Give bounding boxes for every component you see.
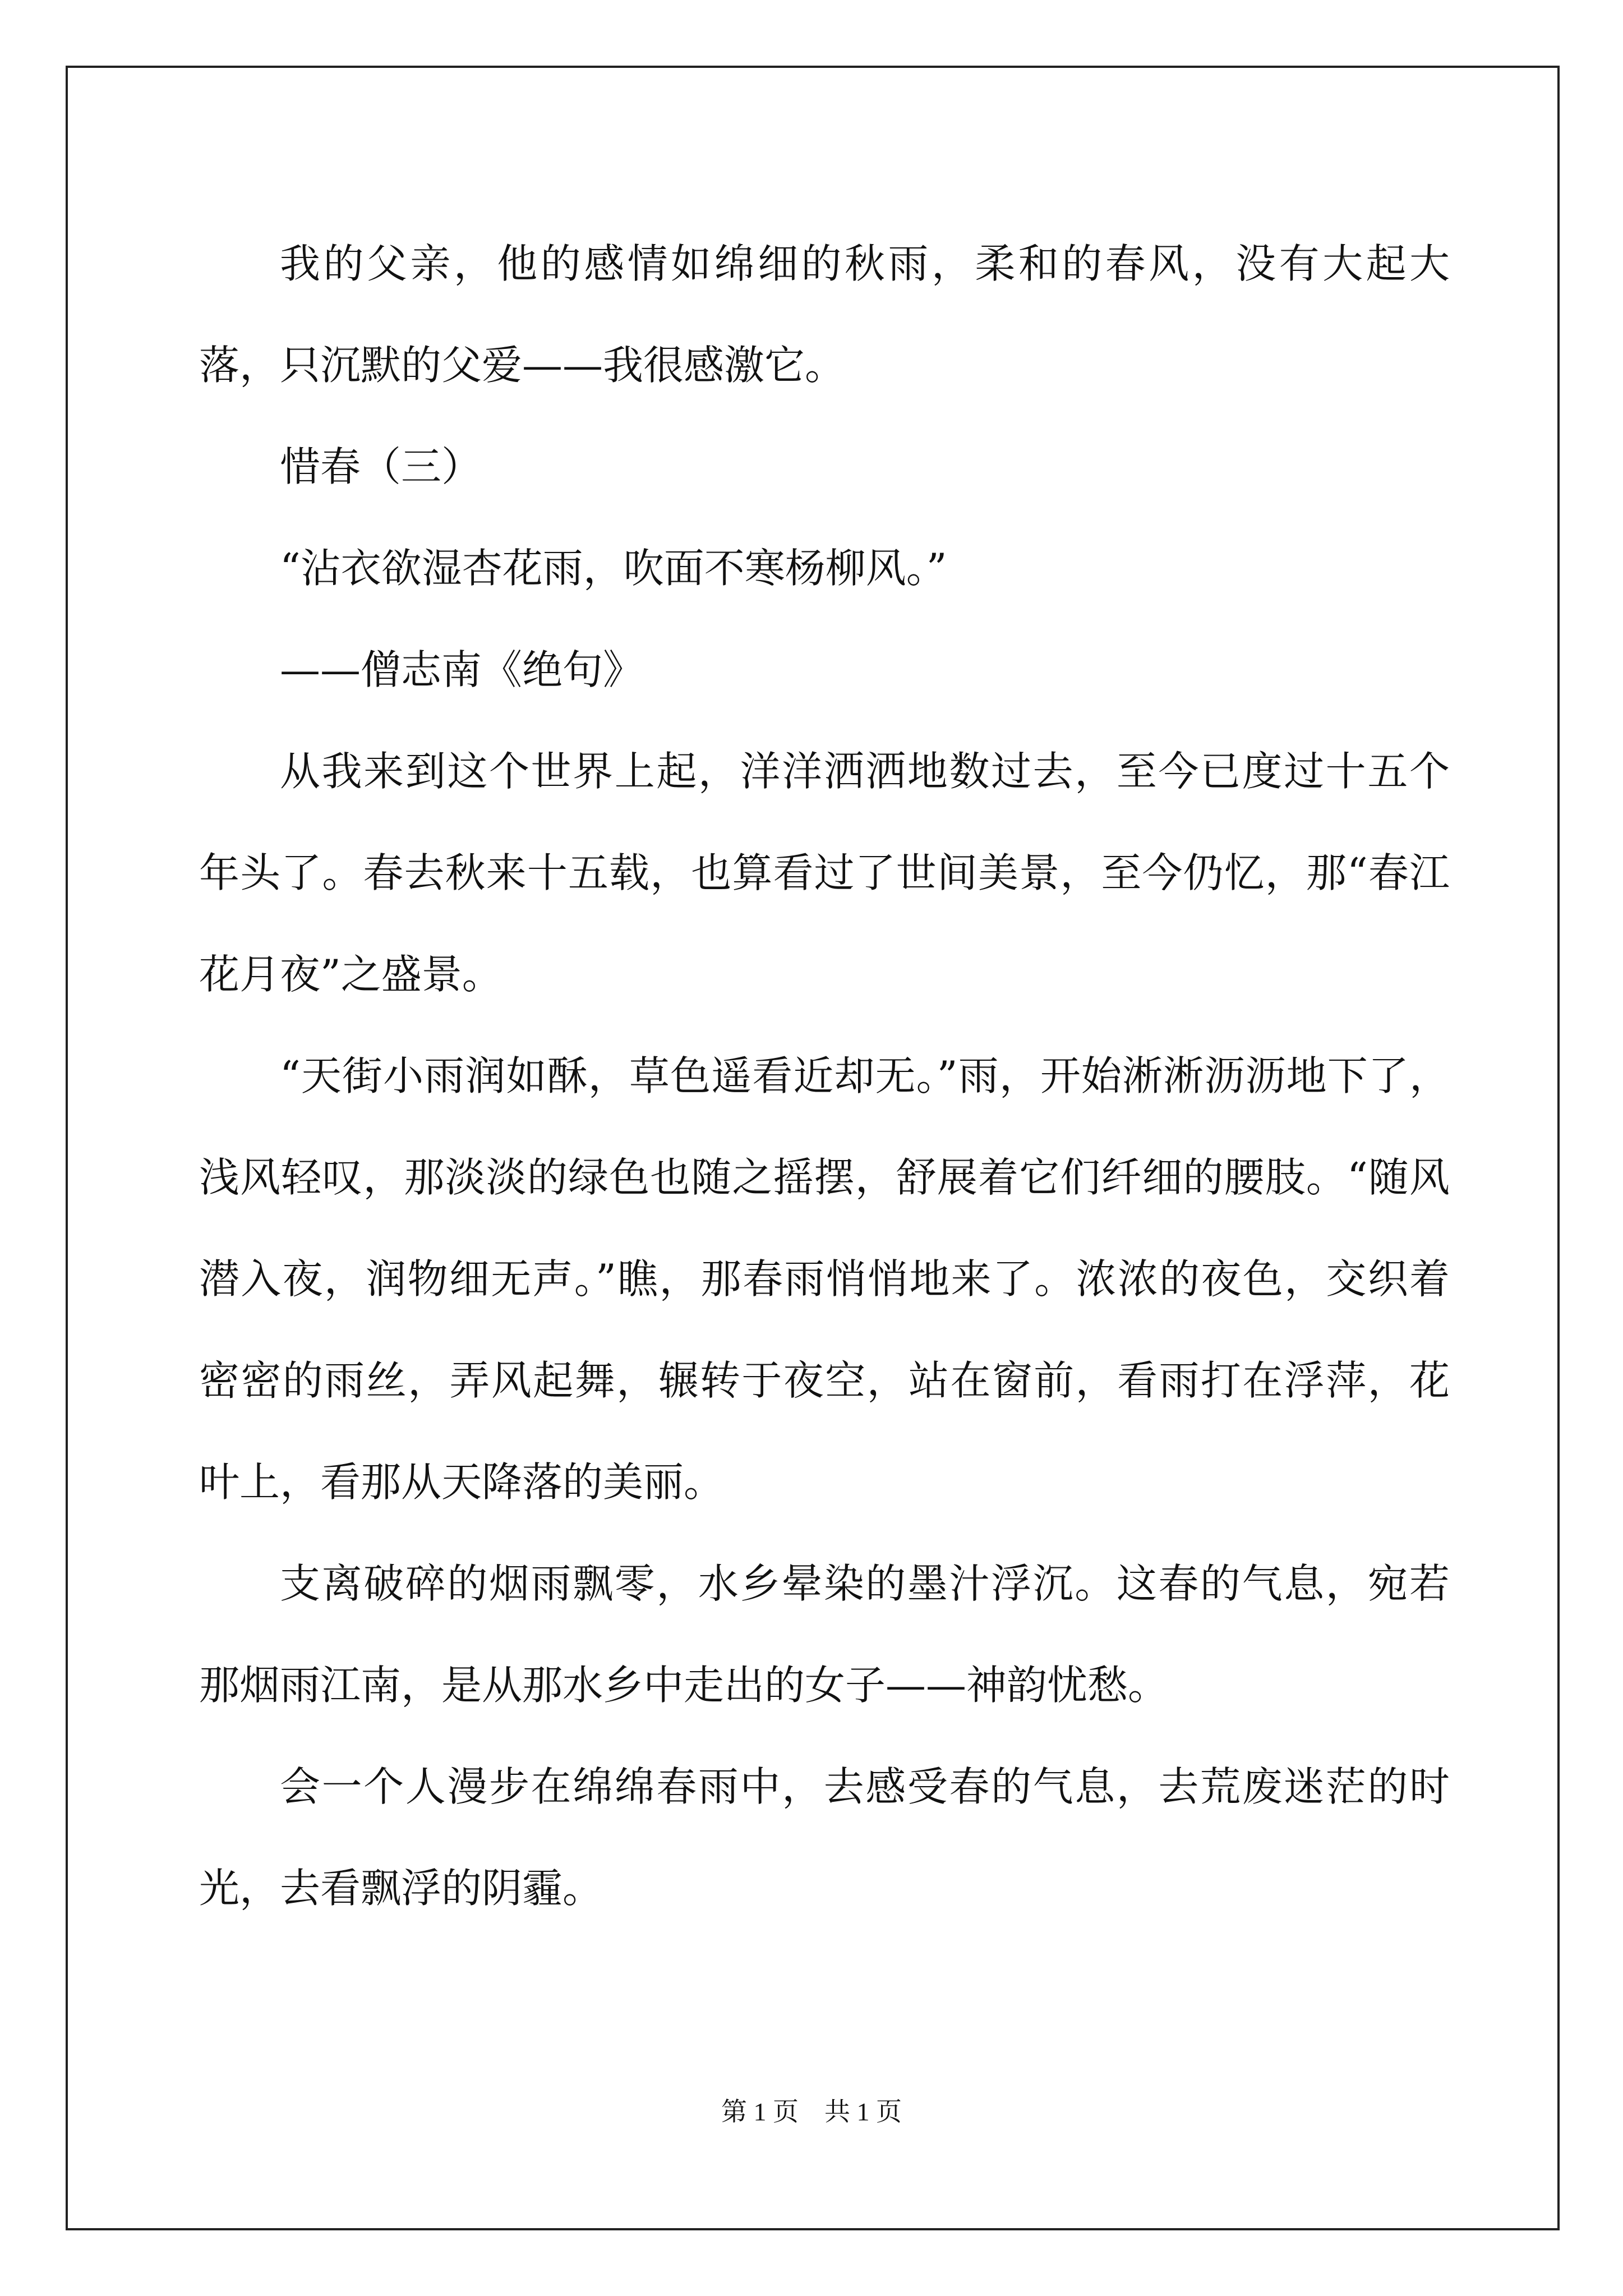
paragraph-3: “天街小雨润如酥，草色遥看近却无。”雨，开始淅淅沥沥地下了，浅风轻叹，那淡淡的绿色也随之摇摆，舒展着它们纤细的腰肢。“随风潜入夜，润物细无声。”瞧，那春雨悄悄地来了。浓浓的夜色，交织着密密的雨丝，弄风起舞，辗转于夜空，站在窗前，看雨打在浮萍，花叶上，看那从天降落的美丽。 (199, 1052, 1450, 1506)
document-body (199, 213, 1450, 1939)
poem-quote: “沾衣欲湿杏花雨，吹面不寒杨柳风。” (280, 545, 947, 592)
paragraph-5: 会一个人漫步在绵绵春雨中，去感受春的气息，去荒废迷茫的时光，去看飘浮的阴霾。 (199, 1763, 1450, 1912)
poem-attribution: ——僧志南《绝句》 (280, 646, 644, 693)
paragraph-2: 从我来到这个世界上起，洋洋洒洒地数过去，至今已度过十五个年头了。春去秋来十五载，也算看过了世间美景，至今仍忆，那“春江花月夜”之盛景。 (199, 748, 1450, 998)
paragraph-4: 支离破碎的烟雨飘零，水乡晕染的墨汁浮沉。这春的气息，宛若那烟雨江南，是从那水乡中走出的女子——神韵忧愁。 (199, 1560, 1450, 1709)
section-title: 惜春（三） (280, 443, 482, 490)
page-footer: 第 1 页 共 1 页 (721, 2097, 902, 2126)
paragraph-1: 我的父亲，他的感情如绵细的秋雨，柔和的春风，没有大起大落，只沉默的父爱——我很感激它。 (199, 240, 1450, 389)
